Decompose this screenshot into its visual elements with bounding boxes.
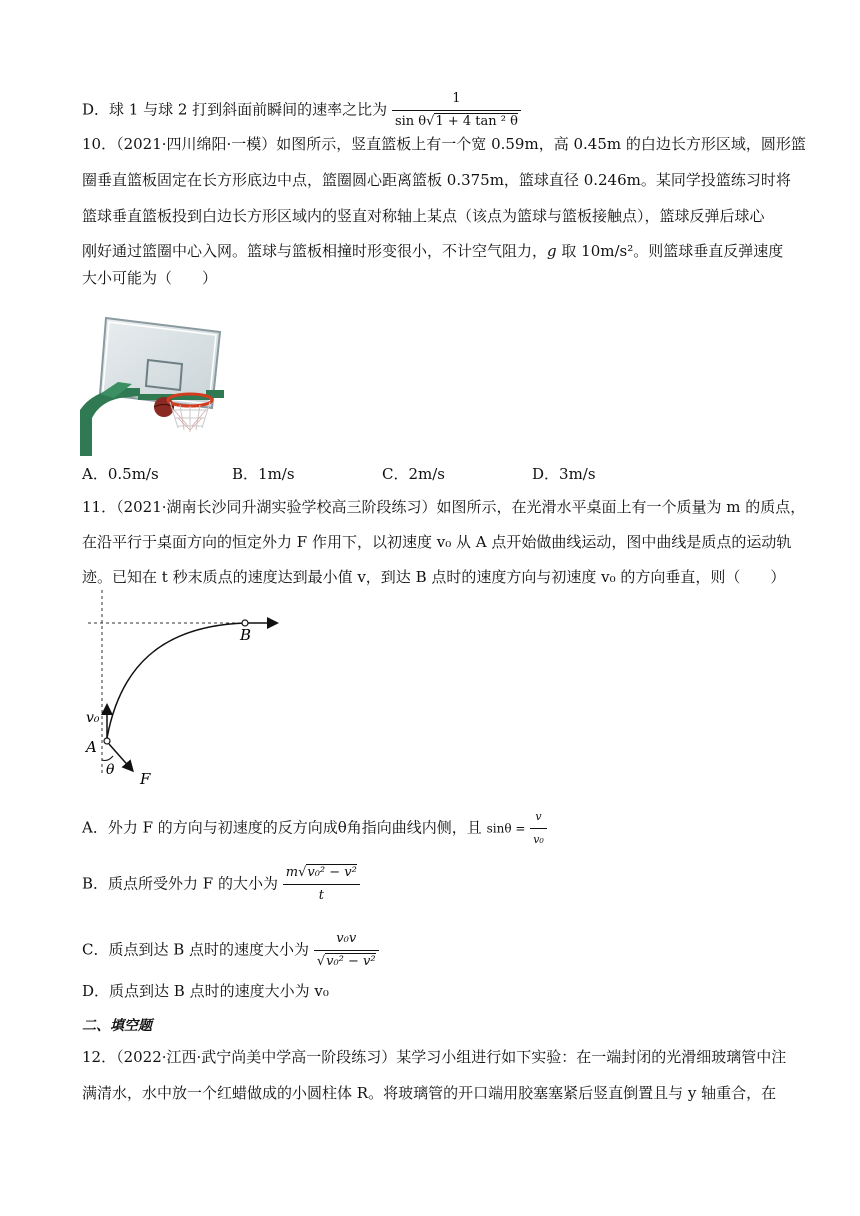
q10-line-5: 大小可能为（ ） bbox=[82, 269, 218, 287]
q11-line-1: 11．（2021·湖南长沙同升湖实验学校高三阶段练习）如图所示，在光滑水平桌面上有一个质量为 m 的质点， bbox=[82, 498, 806, 516]
q10-line-4: 刚好通过篮圈中心入网。篮球与篮板相撞时形变很小，不计空气阻力，g 取 10m/s²。则篮球垂直反弹速度 bbox=[82, 242, 784, 260]
q10-line-3: 篮球垂直篮板投到白边长方形区域内的竖直对称轴上某点（该点为篮球与篮板接触点），篮球反弹后球心 bbox=[82, 207, 765, 225]
q12-line-1: 12．（2022·江西·武宁尚美中学高一阶段练习）某学习小组进行如下实验：在一端封闭的光滑细玻璃管中注 bbox=[82, 1048, 787, 1066]
q10-line-1: 10．（2021·四川绵阳·一模）如图所示，竖直篮板上有一个宽 0.59m，高 0.45m 的白边长方形区域，圆形篮 bbox=[82, 135, 806, 153]
q11-line-3: 迹。已知在 t 秒末质点的速度达到最小值 v，到达 B 点时的速度方向与初速度 v₀ 的方向垂直，则（ ） bbox=[82, 568, 786, 586]
q10-option-c: C．2m/s bbox=[382, 465, 445, 483]
label-b: B bbox=[240, 626, 252, 644]
q9-ratio-fraction: $\frac{1}{\text{sin θ√1 + 4 tan ² θ}}$ bbox=[392, 88, 521, 133]
q11-option-d: D．质点到达 B 点时的速度大小为 v₀ bbox=[82, 982, 329, 1000]
q11-option-b: B．质点所受外力 F 的大小为 $\frac{\text{m√v₀² − v²}}{t}$ bbox=[82, 862, 360, 907]
label-a: A bbox=[86, 738, 97, 756]
label-theta: θ bbox=[106, 762, 115, 778]
section-heading: 二、填空题 bbox=[82, 1018, 152, 1034]
q10-option-a: A．0.5m/s bbox=[82, 465, 159, 483]
basketball-hoop-image bbox=[80, 310, 240, 456]
q11-line-2: 在沿平行于桌面方向的恒定外力 F 作用下，以初速度 v₀ 从 A 点开始做曲线运动，图中曲线是质点的运动轨 bbox=[82, 533, 792, 551]
trajectory-diagram bbox=[80, 588, 290, 793]
q12-line-2: 满清水，水中放一个红蜡做成的小圆柱体 R。将玻璃管的开口端用胶塞塞紧后竖直倒置且与 y 轴重合，在 bbox=[82, 1084, 777, 1102]
q11-option-c: C．质点到达 B 点时的速度大小为 $\frac{\text{v₀v}}{\text{√v₀² − v²}}$ bbox=[82, 928, 379, 973]
label-f: F bbox=[140, 770, 151, 788]
label-v0: v₀ bbox=[86, 710, 100, 726]
q11-option-a: A．外力 F 的方向与初速度的反方向成θ角指向曲线内侧，且 sinθ = $\frac{v}{\text{v₀}}$ bbox=[82, 806, 547, 851]
q10-option-b: B．1m/s bbox=[232, 465, 295, 483]
q9-option-d: D．球 1 与球 2 打到斜面前瞬间的速率之比为 $\frac{1}{\text{sin θ√1 + 4 tan ² θ}}$ bbox=[82, 88, 521, 133]
q10-line-2: 圈垂直篮板固定在长方形底边中点，篮圈圆心距离篮板 0.375m，篮球直径 0.246m。某同学投篮练习时将 bbox=[82, 171, 791, 189]
q10-option-d: D．3m/s bbox=[532, 465, 596, 483]
